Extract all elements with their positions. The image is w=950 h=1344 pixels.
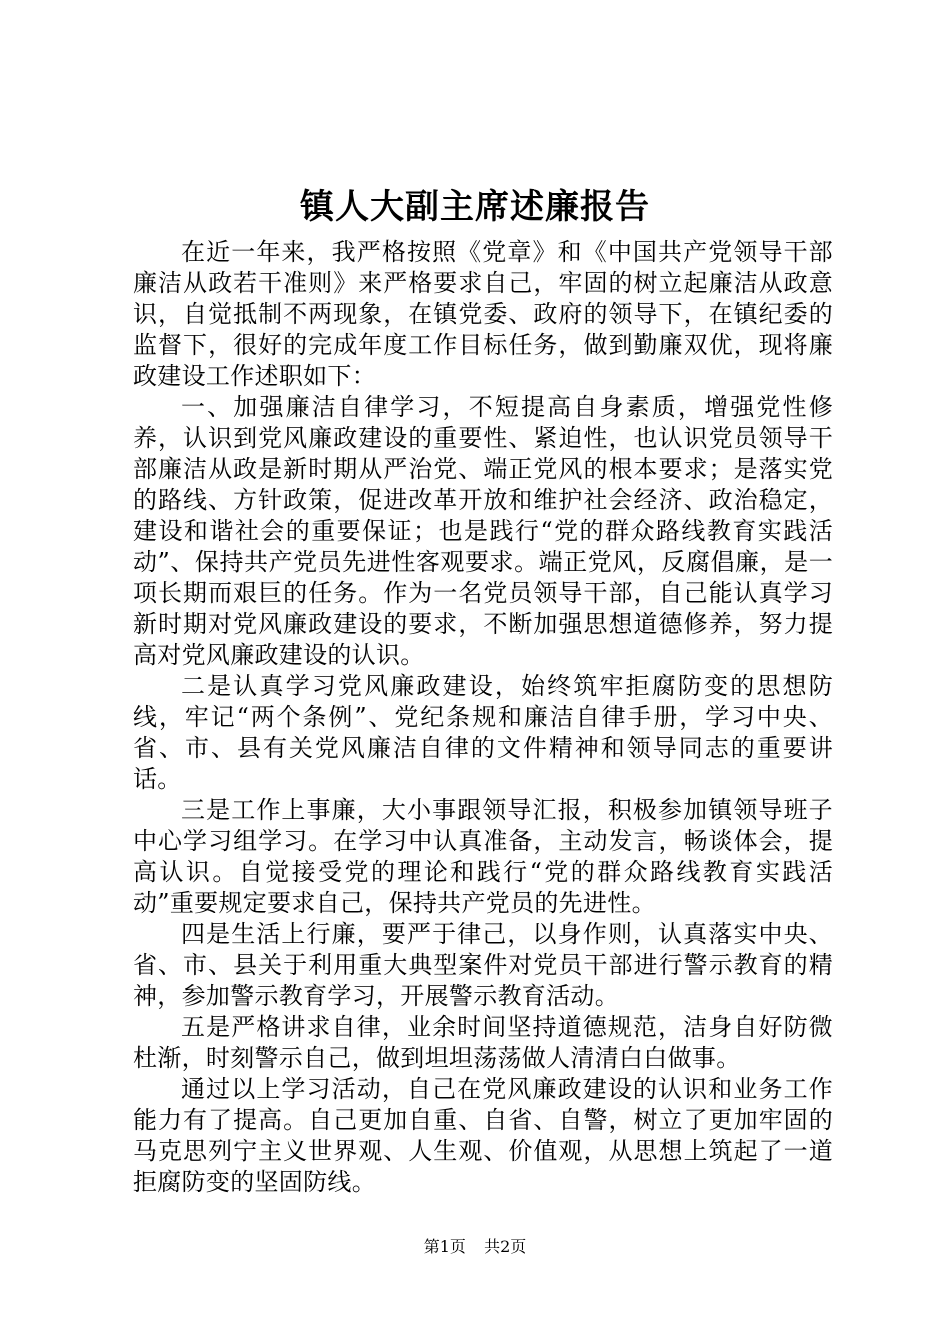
- paragraph-section-4: 四是生活上行廉，要严于律己，以身作则，认真落实中央、省、市、县关于利用重大典型案件对党员干部进行警示教育的精神，参加警示教育学习，开展警示教育活动。: [133, 920, 833, 1010]
- paragraph-section-3: 三是工作上事廉，大小事跟领导汇报，积极参加镇领导班子中心学习组学习。在学习中认真准备，主动发言，畅谈体会，提高认识。自觉接受党的理论和践行“党的群众路线教育实践活动”重要规定要求自己，保持共产党员的先进性。: [133, 796, 833, 917]
- page-total: 共2页: [484, 1237, 527, 1256]
- page-footer: [0, 1237, 950, 1257]
- paragraph-section-1: 一、加强廉洁自律学习，不短提高自身素质，增强党性修养，认识到党风廉政建设的重要性、紧迫性，也认识党员领导干部廉洁从政是新时期从严治党、端正党风的根本要求；是落实党的路线、方针政策，促进改革开放和维护社会经济、政治稳定，建设和谐社会的重要保证；也是践行“党的群众路线教育实践活动”、保持共产党员先进性客观要求。端正党风，反腐倡廉，是一项长期而艰巨的任务。作为一名党员领导干部，自己能认真学习新时期对党风廉政建设的要求，不断加强思想道德修养，努力提高对党风廉政建设的认识。: [133, 393, 833, 669]
- paragraph-intro: 在近一年来，我严格按照《党章》和《中国共产党领导干部廉洁从政若干准则》来严格要求自己，牢固的树立起廉洁从政意识，自觉抵制不两现象，在镇党委、政府的领导下，在镇纪委的监督下，很好的完成年度工作目标任务，做到勤廉双优，现将廉政建设工作述职如下：: [133, 238, 833, 390]
- paragraph-section-5: 五是严格讲求自律，业余时间坚持道德规范，洁身自好防微杜渐，时刻警示自己，做到坦坦荡荡做人清清白白做事。: [133, 1013, 833, 1072]
- document-title: 镇人大副主席述廉报告: [300, 187, 650, 227]
- document-body: [133, 237, 833, 1198]
- page-number: 第1页: [423, 1237, 466, 1256]
- paragraph-section-2: 二是认真学习党风廉政建设，始终筑牢拒腐防变的思想防线，牢记“两个条例”、党纪条规和廉洁自律手册，学习中央、省、市、县有关党风廉洁自律的文件精神和领导同志的重要讲话。: [133, 672, 833, 793]
- paragraph-conclusion: 通过以上学习活动，自己在党风廉政建设的认识和业务工作能力有了提高。自己更加自重、自省、自警，树立了更加牢固的马克思列宁主义世界观、人生观、价值观，从思想上筑起了一道拒腐防变的坚固防线。: [133, 1075, 833, 1196]
